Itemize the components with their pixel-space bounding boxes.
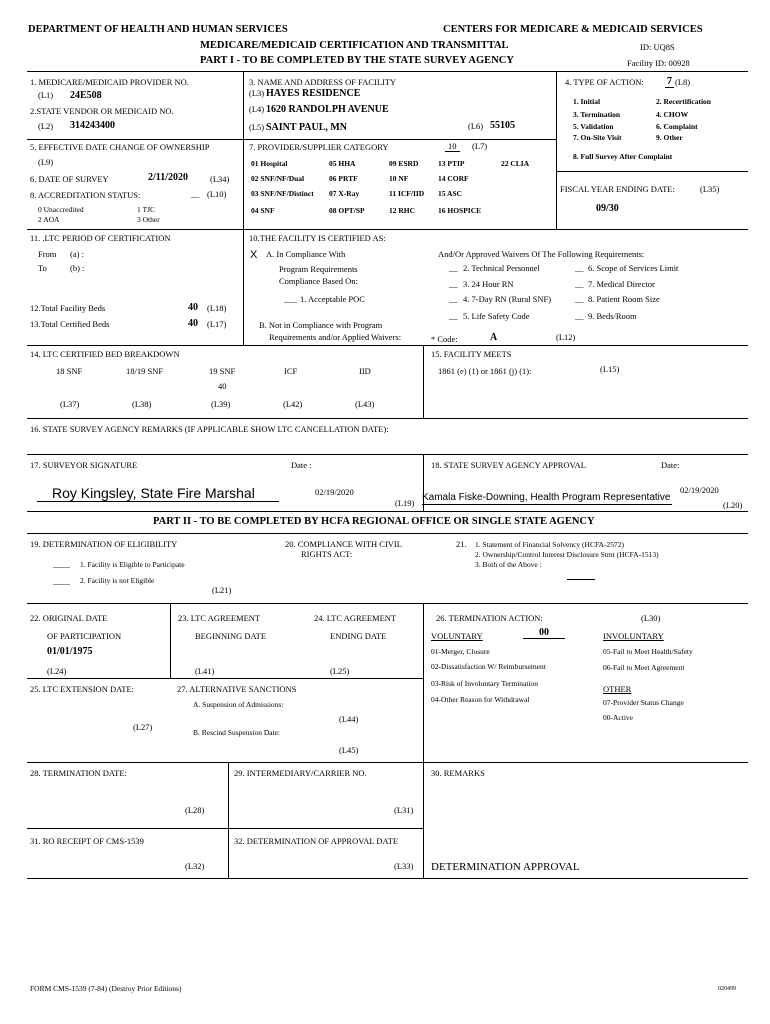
rule — [228, 762, 229, 878]
surveyor-date-label: Date : — [291, 460, 312, 470]
accreditation-option: 2 AOA — [38, 215, 60, 224]
l17-code: (L17) — [207, 319, 227, 329]
rule — [27, 533, 748, 534]
l41-code: (L41) — [195, 666, 215, 676]
compliance-a-label: A. In Compliance With — [266, 249, 346, 259]
ltc-begin-label: 23. LTC AGREEMENT — [178, 613, 261, 623]
l33-code: (L33) — [394, 861, 414, 871]
action-option: 9. Other — [656, 133, 683, 142]
waiver-option: 9. Beds/Room — [588, 311, 637, 321]
from-a: (a) : — [70, 249, 84, 259]
l9-code: (L9) — [38, 157, 54, 167]
waiver-blank[interactable]: __ — [575, 294, 584, 304]
remarks-30-label: 30. REMARKS — [431, 768, 485, 778]
ltc-period-label: 11. .LTC PERIOD OF CERTIFICATION — [30, 233, 171, 243]
rule — [243, 229, 244, 345]
action-type-value: 7 — [667, 76, 672, 87]
rule — [27, 139, 556, 140]
surveyor-signature: Roy Kingsley, State Fire Marshal — [52, 485, 255, 501]
form-number: FORM CMS-1539 (7-84) (Destroy Prior Editions) — [30, 984, 182, 993]
action-option: 4. CHOW — [656, 110, 689, 119]
rule — [423, 603, 424, 878]
category-option: 05 HHA — [329, 159, 356, 168]
compliance-mark[interactable]: X — [250, 249, 258, 261]
involuntary-option: 05-Fail to Meet Health/Safety — [603, 647, 693, 656]
category-option: 12 RHC — [389, 206, 416, 215]
rule — [27, 418, 748, 419]
item21-option: 2. Ownership/Control Interest Disclosure Stmt (HCFA-1513) — [475, 550, 659, 559]
dept-header: DEPARTMENT OF HEALTH AND HUMAN SERVICES — [28, 24, 288, 35]
poc-blank[interactable]: ___ — [284, 294, 297, 304]
l8-code: (L8) — [675, 77, 691, 87]
agency-date: 02/19/2020 — [680, 485, 719, 495]
rule — [27, 345, 748, 346]
voluntary-option: 04-Other Reason for Withdrawal — [431, 695, 530, 704]
l7-code: (L7) — [472, 141, 488, 151]
vendor-no-label: 2.STATE VENDOR OR MEDICAID NO. — [30, 106, 174, 116]
category-option: 15 ASC — [438, 189, 462, 198]
waiver-option: 5. Life Safety Code — [463, 311, 530, 321]
rule — [27, 454, 748, 455]
rule — [243, 71, 244, 229]
waiver-blank[interactable]: __ — [575, 311, 584, 321]
participation-label: OF PARTICIPATION — [47, 631, 122, 641]
suspension-label: A. Suspension of Admissions: — [193, 700, 284, 709]
rule — [27, 762, 748, 763]
category-option: 09 ESRD — [389, 159, 419, 168]
voluntary-header: VOLUNTARY — [431, 631, 483, 641]
surveyor-signature-label: 17. SURVEYOR SIGNATURE — [30, 460, 138, 470]
waiver-option: 6. Scope of Services Limit — [588, 263, 679, 273]
rescind-label: B. Rescind Suspension Date: — [193, 728, 281, 737]
snf19-value: 40 — [218, 381, 227, 391]
agency-approval-label: 18. STATE SURVEY AGENCY APPROVAL — [431, 460, 586, 470]
l24-code: (L24) — [47, 666, 67, 676]
eligibility-blank[interactable]: ____ — [53, 576, 70, 586]
vendor-no-value: 314243400 — [70, 120, 115, 131]
l34-code: (L34) — [210, 174, 230, 184]
to-b: (b) : — [70, 263, 85, 273]
l10-code: (L10) — [207, 189, 227, 199]
category-option: 14 CORF — [438, 174, 469, 183]
accreditation-label: 8. ACCREDITATION STATUS: — [30, 190, 141, 200]
waiver-blank[interactable]: __ — [449, 263, 458, 273]
alt-sanctions-label: 27. ALTERNATIVE SANCTIONS — [177, 684, 297, 694]
to-label: To — [38, 263, 47, 273]
certified-beds-value: 40 — [188, 318, 198, 329]
waiver-option: 7. Medical Director — [588, 279, 655, 289]
other-header: OTHER — [603, 684, 632, 694]
bed-breakdown-label: 14. LTC CERTIFIED BED BREAKDOWN — [30, 349, 180, 359]
eligibility-option: 1. Facility is Eligible to Participate — [80, 560, 185, 569]
action-option: 5. Validation — [573, 122, 614, 131]
bed-col-header: 19 SNF — [209, 366, 236, 376]
extension-date-label: 25. LTC EXTENSION DATE: — [30, 684, 135, 694]
form-title: MEDICARE/MEDICAID CERTIFICATION AND TRANSMITTAL — [200, 40, 509, 51]
l31-code: (L31) — [394, 805, 414, 815]
waiver-option: 2. Technical Personnel — [463, 263, 540, 273]
category-option: 10 NF — [389, 174, 409, 183]
form-id: ID: UQ8S — [640, 42, 675, 52]
l2-code: (L2) — [38, 121, 54, 131]
l28-code: (L28) — [185, 805, 205, 815]
acceptable-poc-label: 1. Acceptable POC — [300, 294, 365, 304]
l6-code: (L6) — [468, 121, 484, 131]
rule — [556, 71, 557, 229]
accreditation-blank[interactable]: __ — [191, 189, 200, 199]
bed-col-header: 18 SNF — [56, 366, 83, 376]
certified-beds-label: 13.Total Certified Beds — [30, 319, 110, 329]
category-option: 22 CLIA — [501, 159, 530, 168]
accreditation-option: 3 Other — [137, 215, 160, 224]
cms-header: CENTERS FOR MEDICARE & MEDICAID SERVICES — [443, 24, 703, 35]
surveyor-date: 02/19/2020 — [315, 487, 354, 497]
termination-action-label: 26. TERMINATION ACTION: — [436, 613, 543, 623]
ltc-end-label: 24. LTC AGREEMENT — [314, 613, 397, 623]
ro-receipt-label: 31. RO RECEIPT OF CMS-1539 — [30, 836, 144, 846]
action-option: 7. On-Site Visit — [573, 133, 622, 142]
l18-code: (L18) — [207, 303, 227, 313]
action-option: 1. Initial — [573, 97, 601, 106]
waiver-blank[interactable]: __ — [449, 294, 458, 304]
program-req-label: Program Requirements — [279, 264, 358, 274]
waivers-label: And/Or Approved Waivers Of The Following Requirements: — [438, 249, 645, 259]
facility-address-label: 3. NAME AND ADDRESS OF FACILITY — [249, 77, 397, 87]
remarks-16-label: 16. STATE SURVEY AGENCY REMARKS (IF APPLICABLE SHOW LTC CANCELLATION DATE): — [30, 424, 389, 434]
l12-code: (L12) — [556, 332, 576, 342]
action-option: 6. Complaint — [656, 122, 698, 131]
code-label: * Code: — [431, 334, 458, 344]
accreditation-option: 0 Unaccredited — [38, 205, 84, 214]
l27-code: (L27) — [133, 722, 153, 732]
category-option: 08 OPT/SP — [329, 206, 365, 215]
bed-code: (L39) — [211, 399, 231, 409]
approval-date-label: 32. DETERMINATION OF APPROVAL DATE — [234, 836, 399, 846]
rule — [423, 345, 424, 418]
signature-line — [37, 501, 279, 502]
agency-signature: Kamala Fiske-Downing, Health Program Representative — [422, 492, 671, 503]
category-option: 11 ICF/IID — [389, 189, 425, 198]
bed-code: (L42) — [283, 399, 303, 409]
fiscal-year-label: FISCAL YEAR ENDING DATE: — [560, 184, 675, 194]
facility-zip: 55105 — [490, 120, 515, 131]
category-option: 13 PTIP — [438, 159, 465, 168]
noncompliance-label-2: Requirements and/or Applied Waivers: — [269, 332, 402, 342]
ltc-begin-sub: BEGINNING DATE — [195, 631, 267, 641]
provider-no-value: 24E508 — [70, 90, 102, 101]
facility-meets-text: 1861 (e) (1) or 1861 (j) (1): — [438, 366, 532, 376]
from-label: From — [38, 249, 57, 259]
provider-no-label: 1. MEDICARE/MEDICAID PROVIDER NO. — [30, 77, 189, 87]
total-beds-value: 40 — [188, 302, 198, 313]
action-option: 2. Recertification — [656, 97, 711, 106]
l4-code: (L4) — [249, 104, 265, 114]
part2-title: PART II - TO BE COMPLETED BY HCFA REGIONAL OFFICE OR SINGLE STATE AGENCY — [153, 516, 595, 527]
eligibility-blank[interactable]: ____ — [53, 559, 70, 569]
waiver-blank[interactable]: __ — [449, 311, 458, 321]
original-date-label: 22. ORIGINAL DATE — [30, 613, 108, 623]
bed-col-header: IID — [359, 366, 371, 376]
ownership-change-label: 5. EFFECTIVE DATE CHANGE OF OWNERSHIP — [30, 142, 210, 152]
rule — [27, 828, 423, 829]
form-code: 020499 — [718, 986, 736, 992]
remarks-30-value: DETERMINATION APPROVAL — [431, 861, 580, 873]
voluntary-option: 03-Risk of Involuntary Termination — [431, 679, 539, 688]
category-option: 01 Hospital — [251, 159, 288, 168]
original-date-value: 01/01/1975 — [47, 646, 93, 657]
facility-city: SAINT PAUL, MN — [266, 122, 348, 133]
l44-code: (L44) — [339, 714, 359, 724]
action-type-label: 4. TYPE OF ACTION: — [565, 77, 644, 87]
other-option: 00-Active — [603, 713, 633, 722]
l35-code: (L35) — [700, 184, 720, 194]
waiver-blank[interactable]: __ — [449, 279, 458, 289]
l3-code: (L3) — [249, 88, 265, 98]
rule — [27, 878, 748, 879]
item21-num: 21. — [456, 539, 467, 549]
bed-col-header: ICF — [284, 366, 298, 376]
agency-date-label: Date: — [661, 460, 680, 470]
facility-id: Facility ID: 00928 — [627, 58, 690, 68]
l25-code: (L25) — [330, 666, 350, 676]
eligibility-label: 19. DETERMINATION OF ELIGIBILITY — [30, 539, 178, 549]
certified-as-label: 10.THE FACILITY IS CERTIFIED AS: — [249, 233, 386, 243]
intermediary-label: 29. INTERMEDIARY/CARRIER NO. — [234, 768, 367, 778]
bed-col-header: 18/19 SNF — [126, 366, 164, 376]
l19-code: (L19) — [395, 498, 415, 508]
noncompliance-label: B. Not in Compliance with Program — [259, 320, 383, 330]
involuntary-header: INVOLUNTARY — [603, 631, 664, 641]
category-option: 16 HOSPICE — [438, 206, 482, 215]
facility-street: 1620 RANDOLPH AVENUE — [266, 104, 389, 115]
rule — [170, 603, 171, 678]
item21-option: 3. Both of the Above : — [475, 560, 542, 569]
l5-code: (L5) — [249, 122, 265, 132]
total-beds-label: 12.Total Facility Beds — [30, 303, 106, 313]
action-option: 8. Full Survey After Complaint — [573, 152, 673, 161]
facility-name: HAYES RESIDENCE — [266, 88, 361, 99]
l1-code: (L1) — [38, 90, 54, 100]
rule — [27, 678, 423, 679]
civil-rights-label: 20. COMPLIANCE WITH CIVIL — [285, 539, 402, 549]
waiver-option: 8. Patient Room Size — [588, 294, 660, 304]
bed-code: (L43) — [355, 399, 375, 409]
bed-code: (L38) — [132, 399, 152, 409]
rule — [27, 71, 748, 72]
voluntary-option: 02-Dissatisfaction W/ Reimbursement — [431, 662, 546, 671]
waiver-blank[interactable]: __ — [575, 263, 584, 273]
category-option: 04 SNF — [251, 206, 275, 215]
l20-code: (L20) — [723, 500, 743, 510]
provider-category-value: 10 — [445, 142, 460, 152]
category-option: 02 SNF/NF/Dual — [251, 174, 305, 183]
fiscal-year-value: 09/30 — [596, 203, 619, 214]
l30-code: (L30) — [641, 613, 661, 623]
rule — [27, 603, 748, 604]
action-option: 3. Termination — [573, 110, 621, 119]
survey-date-value: 2/11/2020 — [148, 172, 189, 183]
blank-line[interactable] — [567, 579, 595, 580]
other-option: 07-Provider Status Change — [603, 698, 684, 707]
l21-code: (L21) — [212, 585, 232, 595]
rule — [557, 171, 748, 172]
rule — [27, 229, 748, 230]
voluntary-option: 01-Merger, Closure — [431, 647, 490, 656]
civil-rights-label-2: RIGHTS ACT: — [301, 549, 353, 559]
rule — [27, 511, 748, 512]
l45-code: (L45) — [339, 745, 359, 755]
category-option: 03 SNF/NF/Distinct — [251, 189, 314, 198]
item21-option: 1. Statement of Financial Solvency (HCFA-2572) — [475, 540, 625, 549]
facility-meets-label: 15. FACILITY MEETS — [431, 349, 512, 359]
part1-title: PART I - TO BE COMPLETED BY THE STATE SURVEY AGENCY — [200, 55, 514, 66]
code-value: A — [490, 332, 498, 343]
voluntary-value: 00 — [523, 628, 565, 639]
termination-date-label: 28. TERMINATION DATE: — [30, 768, 127, 778]
accreditation-option: 1 TJC — [137, 205, 155, 214]
compliance-based-label: Compliance Based On: — [279, 276, 358, 286]
eligibility-option: 2. Facility is not Eligible — [80, 576, 155, 585]
waiver-option: 4. 7-Day RN (Rural SNF) — [463, 294, 552, 304]
bed-code: (L37) — [60, 399, 80, 409]
survey-date-label: 6. DATE OF SURVEY — [30, 174, 109, 184]
involuntary-option: 06-Fail to Meet Agreement — [603, 663, 685, 672]
provider-category-label: 7. PROVIDER/SUPPLIER CATEGORY — [249, 142, 389, 152]
l15-code: (L15) — [600, 364, 620, 374]
category-option: 07 X-Ray — [329, 189, 360, 198]
l32-code: (L32) — [185, 861, 205, 871]
category-option: 06 PRTF — [329, 174, 358, 183]
waiver-blank[interactable]: __ — [575, 279, 584, 289]
signature-line — [422, 504, 672, 505]
waiver-option: 3. 24 Hour RN — [463, 279, 514, 289]
ltc-end-sub: ENDING DATE — [330, 631, 387, 641]
